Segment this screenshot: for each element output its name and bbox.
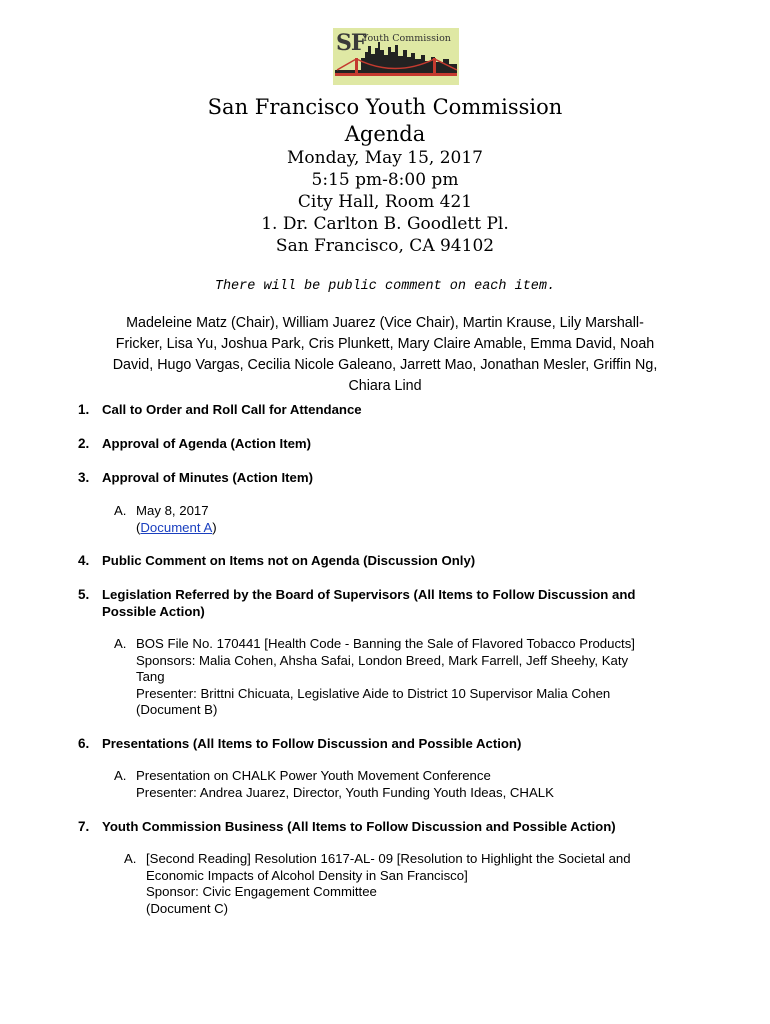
- members-line-3: David, Hugo Vargas, Cecilia Nicole Galeano, Jarrett Mao, Jonathan Mesler, Griffin Ng,: [112, 357, 658, 373]
- title-line-2: Agenda: [344, 122, 426, 146]
- item-heading: Approval of Agenda (Action Item): [102, 436, 312, 451]
- item-number: 1.: [78, 402, 90, 417]
- item-heading: Presentations (All Items to Follow Discussion and Possible Action): [102, 736, 522, 751]
- item-heading: Youth Commission Business (All Items to Follow Discussion and Possible Action): [102, 819, 616, 834]
- public-comment-note: There will be public comment on each item.: [214, 279, 556, 294]
- sub-item-line-2: Economic Impacts of Alcohol Density in San Francisco]: [146, 867, 468, 883]
- meeting-info: [0, 147, 770, 257]
- item-number: 4.: [78, 553, 90, 568]
- item-heading-line-1: Legislation Referred by the Board of Supervisors (All Items to Follow Discussion and: [102, 587, 636, 602]
- item-number: 2.: [78, 436, 90, 451]
- item-number: 6.: [78, 736, 90, 751]
- title-line-1: San Francisco Youth Commission: [207, 95, 563, 119]
- sub-item-body: [136, 768, 676, 801]
- members-line-4: Chiara Lind: [348, 378, 422, 394]
- sub-item-line-1: Presentation on CHALK Power Youth Movement Conference: [136, 768, 491, 783]
- meeting-location: City Hall, Room 421: [297, 192, 473, 212]
- item-number: 5.: [78, 587, 90, 602]
- members-line-2: Fricker, Lisa Yu, Joshua Park, Cris Plunkett, Mary Claire Amable, Emma David, Noah: [115, 336, 655, 352]
- meeting-date: Monday, May 15, 2017: [286, 148, 483, 168]
- document-a-link[interactable]: Document A: [140, 519, 213, 535]
- sub-item-line-3: Sponsor: Civic Engagement Committee: [146, 884, 377, 899]
- meeting-address-2: San Francisco, CA 94102: [275, 236, 495, 256]
- document-a-line: [136, 520, 676, 537]
- logo-text: Youth Commission: [362, 33, 451, 44]
- sub-item-body: [136, 503, 676, 536]
- sf-youth-commission-logo: [333, 28, 459, 85]
- sub-item-letter: A.: [114, 503, 127, 518]
- sub-item-date: May 8, 2017: [136, 503, 209, 518]
- sub-item-line-2: Sponsors: Malia Cohen, Ahsha Safai, London Breed, Mark Farrell, Jeff Sheehy, Katy: [136, 652, 629, 668]
- paren-close: ): [212, 519, 217, 535]
- item-heading: [102, 587, 698, 620]
- sub-item-body: [146, 851, 686, 917]
- item-heading-line-2: Possible Action): [102, 603, 205, 619]
- sub-item-line-1: [Second Reading] Resolution 1617-AL- 09 [Resolution to Highlight the Societal and: [146, 851, 631, 866]
- sub-item-line-1: BOS File No. 170441 [Health Code - Banning the Sale of Flavored Tobacco Products]: [136, 636, 635, 651]
- meeting-time: 5:15 pm-8:00 pm: [311, 170, 459, 190]
- sub-item-letter: A.: [114, 636, 127, 651]
- item-number: 7.: [78, 819, 90, 834]
- item-heading: Call to Order and Roll Call for Attendance: [102, 402, 362, 417]
- members-line-1: Madeleine Matz (Chair), William Juarez (Vice Chair), Martin Krause, Lily Marshall-: [126, 315, 644, 331]
- sub-item-line-4: Presenter: Brittni Chicuata, Legislative Aide to District 10 Supervisor Malia Cohen: [136, 685, 611, 701]
- sub-item-letter: A.: [114, 768, 127, 783]
- item-number: 3.: [78, 470, 90, 485]
- sub-item-letter: A.: [124, 851, 137, 866]
- sub-item-line-4: (Document C): [146, 900, 229, 916]
- sub-item-body: [136, 636, 676, 719]
- sub-item-line-5: (Document B): [136, 702, 218, 717]
- page-title: [0, 94, 770, 148]
- paren-open: (: [136, 519, 141, 535]
- commission-members: [90, 313, 680, 397]
- item-heading: Approval of Minutes (Action Item): [102, 470, 313, 485]
- sub-item-line-3: Tang: [136, 669, 165, 684]
- logo-initials: SF: [336, 30, 366, 56]
- meeting-address-1: 1. Dr. Carlton B. Goodlett Pl.: [261, 214, 509, 234]
- item-heading: Public Comment on Items not on Agenda (Discussion Only): [102, 553, 476, 568]
- sub-item-line-2: Presenter: Andrea Juarez, Director, Youth Funding Youth Ideas, CHALK: [136, 784, 554, 800]
